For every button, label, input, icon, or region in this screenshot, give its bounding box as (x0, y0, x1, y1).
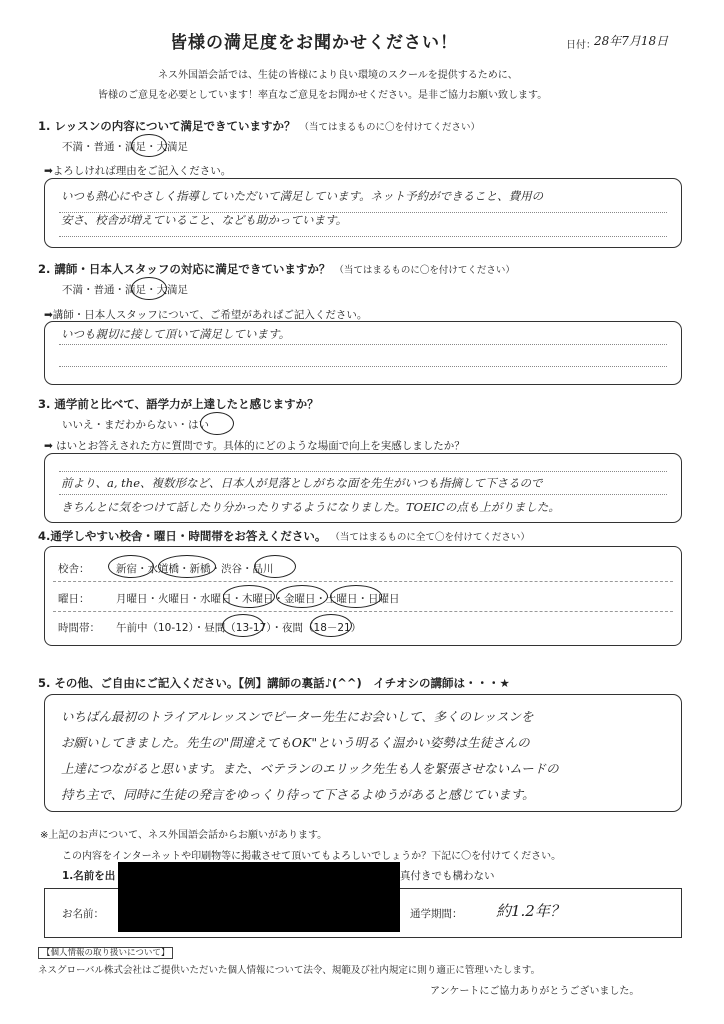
campus-label: 校舎： (58, 563, 90, 575)
footer-thanks: アンケートにご協力ありがとうございました。 (430, 986, 640, 997)
consent-line-2: この内容をインターネットや印刷物等に掲載させて頂いてもよろしいでしょうか？下記に〇を付けてください。 (62, 851, 562, 862)
redaction-block (118, 862, 400, 932)
q3-line-guide-2 (59, 494, 667, 495)
privacy-heading: 【個人情報の取り扱いについて】 (38, 947, 173, 959)
q2-selected-circle (131, 277, 167, 300)
date-label: 日付： (566, 40, 596, 51)
consent-option-right[interactable]: 真付きでも構わない (400, 870, 495, 882)
q3-selected-circle (200, 412, 234, 435)
q4-note: （当てはまるものに全て〇を付けてください） (330, 532, 530, 543)
q2-line-guide-2 (59, 366, 667, 367)
consent-option-left[interactable]: 1.名前を出 (62, 870, 116, 882)
q5-answer-box[interactable] (44, 694, 682, 812)
day-circle-friday (330, 585, 382, 608)
q1-question-text: 1. レッスンの内容について満足できていますか？ (38, 119, 296, 133)
q2-question-text: 2. 講師・日本人スタッフの対応に満足できていますか？ (38, 262, 331, 276)
q1-reason-prompt: ➡よろしければ理由をご記入ください。 (44, 165, 232, 177)
q1-selected-circle (131, 134, 167, 157)
q3-prompt: ➡ はいとお答えされた方に質問です。具体的にどのような場面で向上を実感しましたか？ (44, 440, 465, 452)
time-label: 時間帯： (58, 622, 100, 634)
period-label: 通学期間： (410, 908, 463, 920)
name-label: お名前： (62, 908, 104, 920)
q2-options: 不満・普通・満足・大満足 (62, 284, 188, 296)
day-label: 曜日： (58, 593, 90, 605)
q2-line-guide-1 (59, 344, 667, 345)
day-circle-thursday (276, 585, 328, 608)
campus-circle-shinjuku (108, 555, 154, 578)
q1-note: （当てはまるものに〇を付けてください） (299, 122, 481, 133)
q4-question-text: 4.通学しやすい校舎・曜日・時間帯をお答えください。 (38, 529, 327, 543)
q3-answer-box[interactable] (44, 453, 682, 523)
time-options: 午前中（10-12）・昼間（13-17）・夜間（18－21） (116, 622, 362, 634)
q1-question (38, 118, 480, 134)
q3-line-guide-1 (59, 471, 667, 472)
q5-question: 5. その他、ご自由にご記入ください。【例】講師の裏話♪(^^) イチオシの講師は・・・★ (38, 676, 510, 690)
q2-answer-box[interactable] (44, 321, 682, 385)
q4-question (38, 528, 530, 544)
q3-answer-line-2: きちんとに気をつけて話したり分かったりするようになりました。TOEICの点も上がりました。 (61, 500, 560, 514)
campus-options: 新宿・水道橋・新橋・渋谷・品川 (116, 563, 274, 575)
privacy-text: ネスグローバル株式会社はご提供いただいた個人情報について法令、規範及び社内規定に則り適正に管理いたします。 (38, 965, 541, 976)
q4-row-divider-2 (53, 611, 673, 612)
q5-answer-line-4: 持ち主で、同時に生徒の発言をゆっくり待って下さるよゆうがあると感じています。 (61, 787, 535, 802)
q3-question: 3. 通学前と比べて、語学力が上達したと感じますか？ (38, 397, 319, 411)
q5-answer-line-2: お願いしてきました。先生の"間違えてもOK"という明るく温かい姿勢は生徒さんの (61, 735, 530, 750)
q1-options: 不満・普通・満足・大満足 (62, 141, 188, 153)
consent-line-1: ※上記のお声について、ネス外国語会話からお願いがあります。 (40, 830, 328, 841)
q2-prompt: ➡講師・日本人スタッフについて、ご希望があればご記入ください。 (44, 309, 368, 321)
page-title: 皆様の満足度をお聞かせください！ (170, 33, 458, 53)
q4-row-divider-1 (53, 581, 673, 582)
day-circle-wednesday (223, 585, 275, 608)
q1-answer-line-1: いつも熱心にやさしく指導していただいて満足しています。ネット予約ができること、費用の (61, 189, 544, 203)
q3-options: いいえ・まだわからない・はい (62, 419, 209, 431)
q3-answer-line-1: 前より、a, the、複数形など、日本人が見落としがちな面を先生がいつも指摘して下さるので (61, 476, 543, 490)
q2-answer-line-1: いつも親切に接して頂いて満足しています。 (61, 327, 291, 341)
q2-question (38, 261, 515, 277)
campus-circle-suidobashi (158, 555, 216, 578)
date-value: 28年7月18日 (594, 34, 669, 48)
q2-note: （当てはまるものに〇を付けてください） (334, 265, 515, 276)
q1-answer-line-2: 安さ、校舎が増えていること、なども助かっています。 (61, 213, 348, 227)
time-circle-evening (310, 614, 352, 637)
q1-answer-box[interactable] (44, 178, 682, 248)
intro-line-1: ネス外国語会話では、生徒の皆様により良い環境のスクールを提供するために、 (158, 70, 518, 81)
intro-line-2: 皆様のご意見を必要としています！率直なご意見をお聞かせください。是非ご協力お願い致します。 (98, 90, 548, 101)
time-circle-daytime (222, 614, 264, 637)
privacy-heading-wrap (38, 940, 173, 959)
q5-answer-line-3: 上達につながると思います。また、ベテランのエリック先生も人を緊張させないムードの (61, 761, 559, 776)
day-options: 月曜日・火曜日・水曜日・木曜日・金曜日・土曜日・日曜日 (116, 593, 400, 605)
q5-answer-line-1: いちばん最初のトライアルレッスンでピーター先生にお会いして、多くのレッスンを (61, 709, 534, 724)
q1-line-guide-2 (59, 236, 667, 237)
campus-circle-shibuya (254, 555, 296, 578)
period-value: 約1.2年？ (496, 902, 565, 920)
